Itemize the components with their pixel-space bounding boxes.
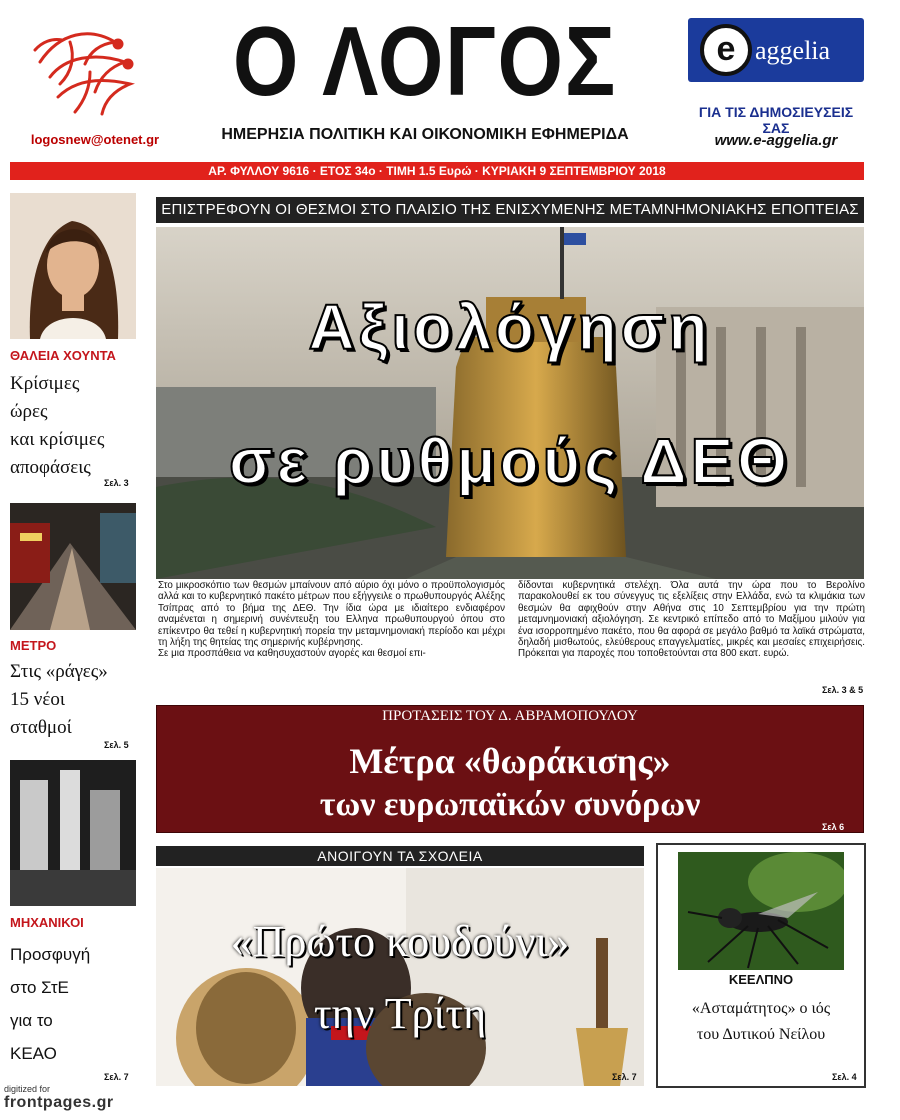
masthead-title: Ο ΛΟΓΟΣ xyxy=(232,6,618,116)
sidebar-page-ref-3: Σελ. 7 xyxy=(104,1072,129,1082)
engineers-building-photo xyxy=(10,760,136,906)
headline-line: και κρίσιμες xyxy=(10,429,105,450)
white-tower-photo xyxy=(156,227,864,579)
keelpno-page-ref: Σελ. 4 xyxy=(832,1072,857,1082)
avramopoulos-headline-line2: των ευρωπαϊκών συνόρων xyxy=(319,786,701,823)
headline-line: 15 νέοι xyxy=(10,689,65,710)
doves-logo-icon xyxy=(30,22,150,127)
main-story-banner: ΕΠΙΣΤΡΕΦΟΥΝ ΟΙ ΘΕΣΜΟΙ ΣΤΟ ΠΛΑΙΣΙΟ ΤΗΣ ΕΝΙΣΧΥΜΕΝΗΣ ΜΕΤΑΜΝΗΜΟΝΙΑΚΗΣ ΕΠΟΠΤΕΙΑΣ xyxy=(156,197,864,223)
headline-line: σταθμοί xyxy=(10,717,72,738)
sidebar-kicker-3: ΜΗΧΑΝΙΚΟΙ xyxy=(10,915,84,930)
eaggelia-logo-icon: e xyxy=(700,24,752,76)
school-children-photo xyxy=(156,868,644,1086)
eaggelia-tagline: ΓΙΑ ΤΙΣ ΔΗΜΟΣΙΕΥΣΕΙΣ ΣΑΣ xyxy=(698,104,854,136)
avramopoulos-headline-line1: Μέτρα «θωράκισης» xyxy=(349,741,671,781)
contact-email[interactable]: logosnew@otenet.gr xyxy=(30,132,160,147)
headline-line: ΚΕΑΟ xyxy=(10,1044,57,1063)
headline-line: για το xyxy=(10,1011,53,1030)
schools-headline-line1[interactable]: «Πρώτο κουδούνι» xyxy=(230,917,570,966)
keelpno-headline-line1: «Ασταμάτητος» ο ιός xyxy=(691,1000,831,1017)
keelpno-headline xyxy=(656,996,866,1048)
headline-line: στο ΣτΕ xyxy=(10,978,69,997)
masthead-subtitle: ΗΜΕΡΗΣΙΑ ΠΟΛΙΤΙΚΗ ΚΑΙ ΟΙΚΟΝΟΜΙΚΗ ΕΦΗΜΕΡΙΔΑ xyxy=(221,126,629,143)
schools-banner: ΑΝΟΙΓΟΥΝ ΤΑ ΣΧΟΛΕΙΑ xyxy=(156,846,644,866)
main-headline-line2[interactable]: σε ρυθμούς ΔΕΘ xyxy=(228,425,792,497)
main-body-column-2: δίδονται κυβερνητικά στελέχη. Όλα αυτά την ώρα που το Βερολίνο παρακολουθεί εκ του σύνεγγυς τις εξελίξεις στην Ελλάδα, ενώ τα κλιμάκια των θεσμών θα αφιχθούν στην Αθήνα στις 10 Σεπτεμβρίου για την πρώτη μεταμνημονιακή αξιολόγηση. Σε κεντρικό επίπεδο από το Μαξίμου μιλούν για ένα ισορροπημένο πακέτο, που θα αφορά σε μεγάλο βαθμό τα λαϊκά στρώματα, δηλαδή μισθωτούς, ελεύθερους επαγγελματίες, μικρές και μεσαίες επιχειρήσεις. Πρόκειται για παροχές που τοποθετούνται στα 800 εκατ. ευρώ. xyxy=(518,580,865,660)
headline-line: αποφάσεις xyxy=(10,457,91,478)
schools-headline-line2[interactable]: την Τρίτη xyxy=(313,989,487,1038)
sidebar-kicker-1: ΘΑΛΕΙΑ ΧΟΥΝΤΑ xyxy=(10,348,116,363)
mosquito-photo xyxy=(678,852,844,970)
schools-page-ref: Σελ. 7 xyxy=(612,1072,637,1082)
main-body-column-1: Στο μικροσκόπιο των θεσμών μπαίνουν από αύριο όχι μόνο ο προϋπολογισμός αλλά και το κυβερνητικό πακέτο μέτρων που εξήγγειλε ο πρωθυπουργός Αλέξης Τσίπρας από το βήμα της ΔΕΘ. Την ίδια ώρα με ιδιαίτερο ενδιαφέρον αναμένεται η σημερινή συνέντευξη του Ελληνα πρωθυπουργού όπου στο επίκεντρο θα τεθεί η κυβερνητική πορεία την μεταμνημονιακή περίοδο και μέχρι τη λήξη της θητείας της σημερινής κυβέρνησης. Σε μια προσπάθεια να καθησυχαστούν αγορές και θεσμοί επι- xyxy=(158,580,505,660)
headline-line: ώρες xyxy=(10,401,48,422)
sidebar-kicker-2: ΜΕΤΡΟ xyxy=(10,638,57,653)
main-headline-line1[interactable]: Αξιολόγηση xyxy=(308,291,712,363)
headline-line: Στις «ράγες» xyxy=(10,661,108,682)
keelpno-headline-line2: του Δυτικού Νείλου xyxy=(696,1026,826,1043)
sidebar-headline-2[interactable] xyxy=(10,658,136,742)
frontpages-site[interactable]: frontpages.gr xyxy=(4,1094,114,1111)
main-page-ref: Σελ. 3 & 5 xyxy=(822,685,864,695)
avramopoulos-page-ref: Σελ 6 xyxy=(822,822,845,832)
issue-info-bar: ΑΡ. ΦΥΛΛΟΥ 9616 · ΕΤΟΣ 34ο · ΤΙΜΗ 1.5 Ευρώ · ΚΥΡΙΑΚΗ 9 ΣΕΠΤΕΜΒΡΙΟΥ 2018 xyxy=(10,162,864,180)
sidebar-page-ref-2: Σελ. 5 xyxy=(104,740,129,750)
eaggelia-url[interactable]: www.e-aggelia.gr xyxy=(714,132,838,149)
sidebar-page-ref-1: Σελ. 3 xyxy=(104,478,129,488)
keelpno-kicker: ΚΕΕΛΠΝΟ xyxy=(728,972,794,987)
avramopoulos-kicker: ΠΡΟΤΑΣΕΙΣ ΤΟΥ Δ. ΑΒΡΑΜΟΠΟΥΛΟΥ xyxy=(382,708,638,724)
politician-portrait-photo xyxy=(10,193,136,339)
sidebar-headline-3[interactable] xyxy=(10,938,136,1070)
eaggelia-brand: aggelia xyxy=(755,36,831,65)
digitized-credit xyxy=(4,1084,114,1112)
headline-line: Προσφυγή xyxy=(10,945,91,964)
digitized-label: digitized for xyxy=(4,1084,51,1094)
headline-line: Κρίσιμες xyxy=(10,373,80,394)
metro-station-photo xyxy=(10,503,136,630)
sidebar-headline-1[interactable] xyxy=(10,370,136,482)
